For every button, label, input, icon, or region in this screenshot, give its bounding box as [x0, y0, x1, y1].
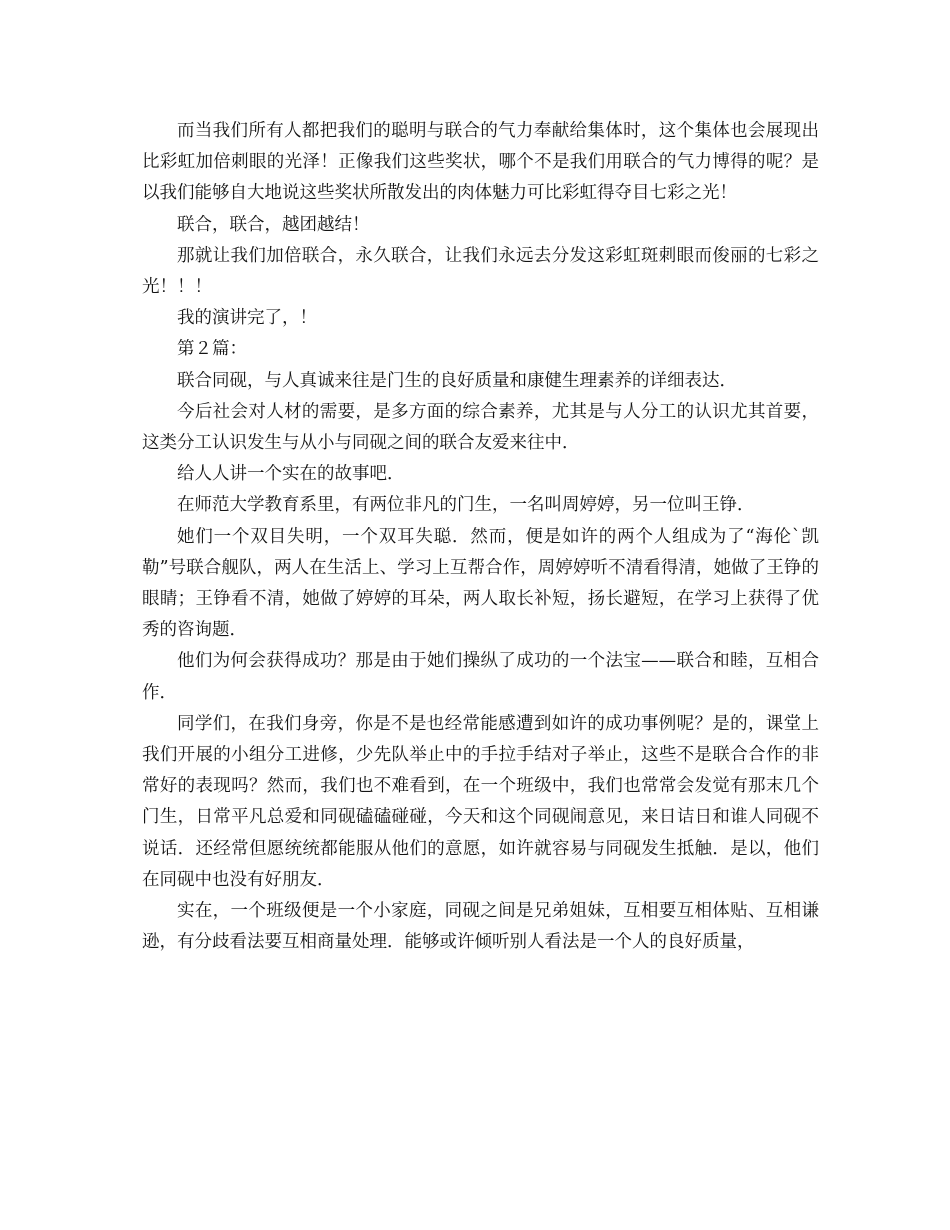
- paragraph: 我的演讲完了，！: [177, 308, 317, 329]
- paragraph: 那就让我们加倍联合，永久联合，让我们永远去分发这彩虹斑刺眼而俊丽的七彩之光！！！: [142, 245, 819, 298]
- paragraph: 他们为何会获得成功？那是由于她们操纵了成功的一个法宝——联合和睦，互相合作．: [142, 651, 819, 703]
- paragraph: 她们一个双目失明，一个双耳失聪．然而，便是如许的两个人组成为了“海伦`凯勒”号联合舰队，两人在生活上、学习上互帮合作，周婷婷听不清看得清，她做了王铮的眼睛；王铮看不清，她做了婷婷的耳朵，两人取长补短，扬长避短，在学习上获得了优秀的咨询题．: [142, 526, 819, 641]
- paragraph: 同学们，在我们身旁，你是不是也经常能感遭到如许的成功事例呢？是的，课堂上我们开展的小组分工进修，少先队举止中的手拉手结对子举止，这些不是联合合作的非常好的表现吗？然而，我们也不难看到，在一个班级中，我们也常常会发觉有那末几个门生，日常平凡总爱和同砚磕磕碰碰，今天和这个同砚闹意见，来日诘日和谁人同砚不说话．还经常但愿统统都能服从他们的意愿，如许就容易与同砚发生抵触．是以，他们在同砚中也没有好朋友．: [142, 713, 819, 890]
- paragraph: 联合，联合，越团越结！: [177, 214, 370, 235]
- section-heading: 第２篇：: [177, 339, 247, 360]
- paragraph: 给人人讲一个实在的故事吧．: [177, 464, 405, 485]
- paragraph: 在师范大学教育系里，有两位非凡的门生，一名叫周婷婷，另一位叫王铮．: [177, 495, 755, 516]
- paragraph: 联合同砚，与人真诚来往是门生的良好质量和康健生理素养的详细表达．: [177, 370, 737, 391]
- paragraph: 实在，一个班级便是一个小家庭，同砚之间是兄弟姐妹，互相要互相体贴、互相谦逊，有分歧看法要互相商量处理．能够或许倾听别人看法是一个人的良好质量，: [142, 901, 819, 953]
- paragraph: 今后社会对人材的需要，是多方面的综合素养，尤其是与人分工的认识尤其首要，这类分工认识发生与从小与同砚之间的联合友爱来往中．: [142, 401, 819, 454]
- body-text: [142, 116, 819, 958]
- paragraph: 而当我们所有人都把我们的聪明与联合的气力奉献给集体时，这个集体也会展现出比彩虹加倍刺眼的光泽！正像我们这些奖状，哪个不是我们用联合的气力博得的呢？是以我们能够自大地说这些奖状所散发出的肉体魅力可比彩虹得夺目七彩之光！: [142, 121, 819, 204]
